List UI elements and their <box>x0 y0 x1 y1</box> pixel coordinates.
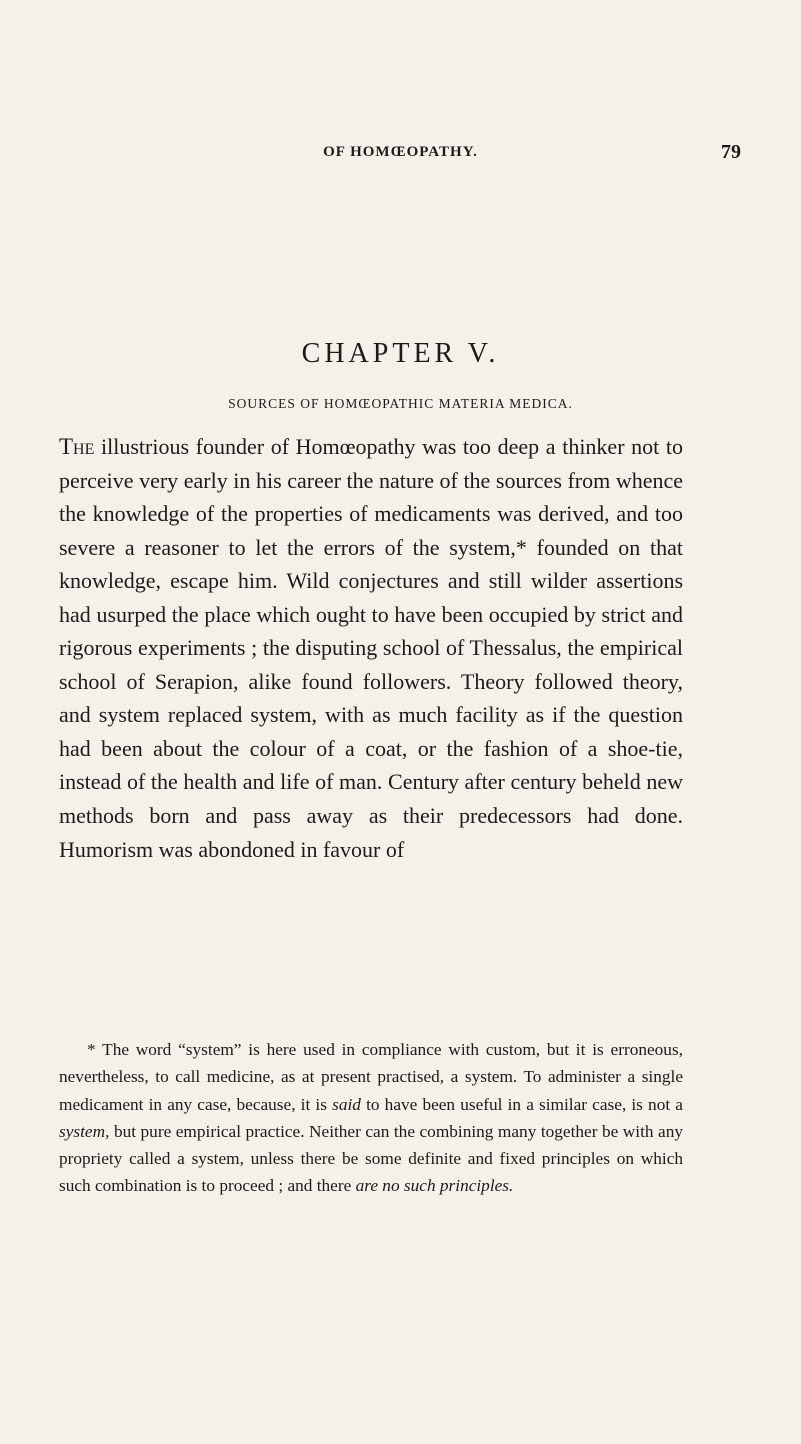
footnote-text-1: * The word “system” is here used in compliance with custom, but it is erroneous, nevertheless, to call medicine, as at present practised, a system. To administer a single medicament in any case, because, it is <box>59 1040 683 1114</box>
chapter-subtitle: SOURCES OF HOMŒOPATHIC MATERIA MEDICA. <box>228 396 573 411</box>
body-paragraph <box>59 430 683 866</box>
running-head-title: OF HOMŒOPATHY. <box>323 144 478 160</box>
body-text: illustrious founder of Homœopathy was too deep a thinker not to perceive very early in his career the nature of the sources from whence the knowledge of the properties of medicaments was derived, and too severe a reasoner to let the errors of the system,* founded on that knowledge, escape him. Wild conjectures and still wilder assertions had usurped the place which ought to have been occupied by strict and rigorous experiments ; the disputing school of Thessalus, the empirical school of Serapion, alike found followers. Theory followed theory, and system replaced system, with as much facility as if the question had been about the colour of a coat, or the fashion of a shoe-tie, instead of the health and life of man. Century after century beheld new methods born and pass away as their predecessors had done. Humorism was abondoned in favour of <box>59 434 684 862</box>
footnote-italic-1: said <box>332 1094 361 1114</box>
footnote-text-2: to have been useful in a similar case, is not a <box>366 1094 683 1114</box>
footnote-text-3: but pure empirical practice. Neither can the combining many together be with any propriety called a system, unless there be some definite and fixed principles on which such combination is to proceed ; and there <box>59 1121 684 1196</box>
lead-word: The <box>59 434 95 459</box>
chapter-title: CHAPTER V. <box>301 338 500 369</box>
page-number: 79 <box>721 141 741 163</box>
footnote <box>59 1036 683 1200</box>
running-head <box>60 141 741 168</box>
footnote-italic-3: are no such principles. <box>355 1176 514 1196</box>
footnote-italic-2: system, <box>59 1121 110 1141</box>
